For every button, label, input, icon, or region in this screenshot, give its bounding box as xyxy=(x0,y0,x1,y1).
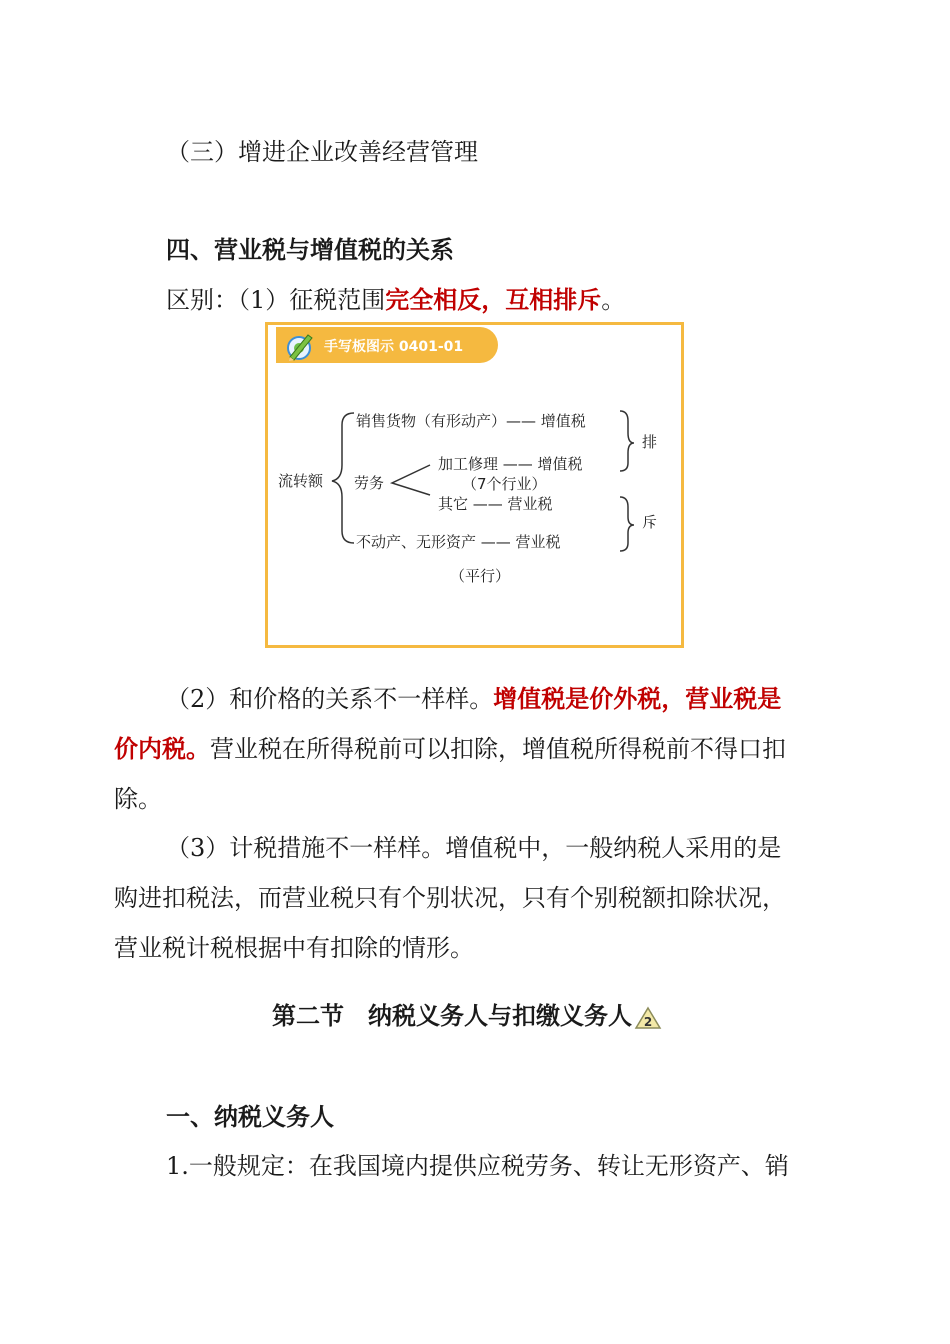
section-badge-number: 2 xyxy=(643,1014,653,1029)
heading-one: 一、纳税义务人 xyxy=(166,1102,334,1131)
paragraph-3-line-2: 购进扣税法，而营业税只有个别状况，只有个别税额扣除状况， xyxy=(114,884,786,912)
figure-label-text: 手写板图示 0401-01 xyxy=(324,339,464,355)
paragraph-2-prefix: （2）和价格的关系不一样样。 xyxy=(166,685,494,713)
diagram-item-processing: 加工修理 —— 增值税 xyxy=(438,455,583,473)
diagram-note-industries: （7个行业） xyxy=(462,475,547,493)
general-rule-line: 1.一般规定：在我国境内提供应税劳务、转让无形资产、销 xyxy=(166,1152,789,1180)
difference-line xyxy=(166,285,625,315)
diagram-laowu: 劳务 xyxy=(354,474,385,492)
diagram-item-goods: 销售货物（有形动产）—— 增值税 xyxy=(356,412,586,430)
section-title xyxy=(272,1001,662,1031)
paragraph-2-line-2 xyxy=(114,734,786,764)
paragraph-2-rest: 营业税在所得税前可以扣除，增值税所得税前不得口扣 xyxy=(210,735,786,763)
diagram-root: 流转额 xyxy=(278,472,324,490)
diagram-item-other: 其它 —— 营业税 xyxy=(438,495,553,513)
paragraph-2-line-1 xyxy=(166,684,781,714)
paragraph-2-line-3: 除。 xyxy=(114,785,162,813)
diagram-note-parallel: （平行） xyxy=(450,567,511,585)
difference-suffix: 。 xyxy=(601,286,626,314)
paragraph-3-line-3: 营业税计税根据中有扣除的情形。 xyxy=(114,934,474,962)
difference-prefix: 区别：（1）征税范围 xyxy=(166,286,386,314)
diagram-item-property: 不动产、无形资产 —— 营业税 xyxy=(356,533,561,551)
paragraph-san: （三）增进企业改善经营管理 xyxy=(166,138,478,166)
diagram-label-pai: 排 xyxy=(642,433,658,451)
paragraph-2-emphasis-2: 价内税。 xyxy=(114,734,210,763)
paragraph-3-line-1: （3）计税措施不一样样。增值税中，一般纳税人采用的是 xyxy=(166,834,782,862)
difference-emphasis: 完全相反，互相排斥 xyxy=(385,285,602,314)
warning-triangle-icon xyxy=(634,1006,662,1030)
heading-four: 四、营业税与增值税的关系 xyxy=(166,235,454,264)
section-title-text: 第二节 纳税义务人与扣缴义务人 xyxy=(272,1001,632,1030)
diagram-label-chi: 斥 xyxy=(642,513,658,531)
diagram-figure xyxy=(265,322,684,648)
paragraph-2-emphasis-1: 增值税是价外税，营业税是 xyxy=(493,684,782,713)
